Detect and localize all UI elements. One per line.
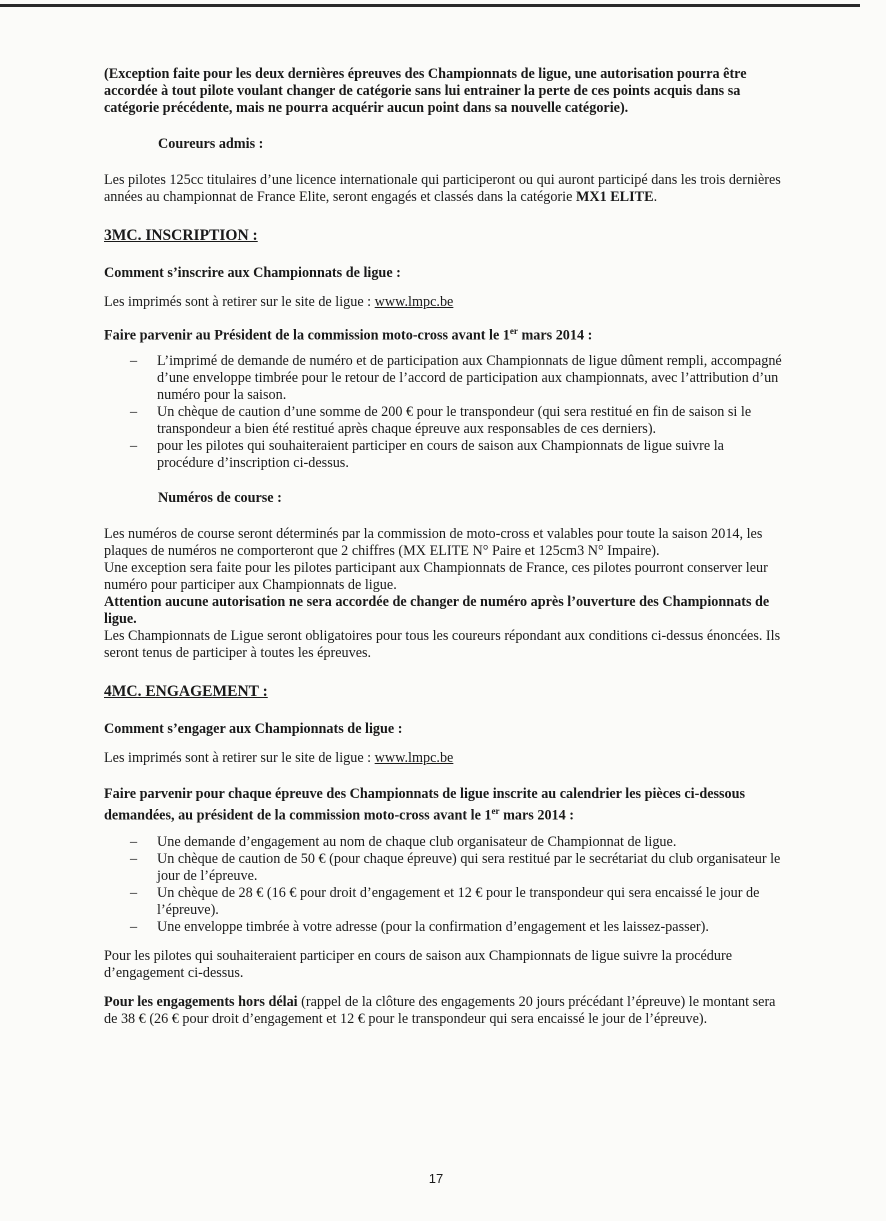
numeros-paragraph-2: Une exception sera faite pour les pilotes participant aux Championnats de France, ces pilotes pourront conserver leur numéro pour participer aux Championnats de ligue.	[104, 559, 768, 593]
inscription-site-line	[104, 294, 784, 311]
coureurs-paragraph: Les pilotes 125cc titulaires d’une licence internationale qui participeront ou qui auront participé dans les trois dernières années au championnat de France Elite, seront engagés et classés dans la catégorie MX1 ELITE.	[104, 172, 781, 205]
engagement-deadline-text: Faire parvenir pour chaque épreuve des Championnats de ligue inscrite au calendrier les pièces ci-dessous demandées, au président de la commission moto-cross avant le 1	[104, 785, 746, 824]
late-bold: Pour les engagements hors délai	[104, 994, 298, 1011]
numeros-warning: Attention aucune autorisation ne sera accordée de changer de numéro après l’ouverture des Championnats de ligue.	[104, 593, 770, 627]
inscription-deadline-text: Faire parvenir au Président de la commission moto-cross avant le 1	[104, 327, 510, 344]
engagement-paragraph: Pour les pilotes qui souhaiteraient participer en cours de saison aux Championnats de ligue suivre la procédure d’engagement ci-dessus.	[104, 948, 733, 982]
list-item: – L’imprimé de demande de numéro et de participation aux Championnats de ligue dûment rempli, accompagné d’une enveloppe timbrée pour le retour de l’accord de participation aux championnats, avec l’attribution d’un numéro pour la saison.	[157, 353, 784, 404]
exception-paragraph: (Exception faite pour les deux dernières épreuves des Championnats de ligue, une autorisation pourra être accordée à tout pilote voulant changer de catégorie sans lui entrainer la perte de ces points acquis dans sa catégorie précédente, mais ne pourra acquérir aucun point dans sa nouvelle catégorie).	[104, 66, 747, 116]
lmpc-link[interactable]: www.lmpc.be	[374, 294, 454, 310]
numeros-paragraph-1: Les numéros de course seront déterminés par la commission de moto-cross et valables pour toute la saison 2014, les plaques de numéros ne comporteront que 2 chiffres (MX ELITE N° Paire et 125cm3 N° Impaire).	[104, 525, 763, 559]
coureurs-heading: Coureurs admis :	[158, 136, 264, 152]
list-item: – Une demande d’engagement au nom de chaque club organisateur de Championnat de ligue.	[157, 834, 784, 851]
engagement-site-line	[104, 750, 784, 767]
page-number: 17	[428, 1171, 444, 1186]
list-item: – Un chèque de 28 € (16 € pour droit d’engagement et 12 € pour le transpondeur qui sera encaissé le jour de l’épreuve).	[157, 885, 784, 919]
inscription-heading: Comment s’inscrire aux Championnats de ligue :	[104, 265, 401, 281]
coureurs-category: MX1 ELITE	[575, 189, 654, 205]
list-item: – Un chèque de caution de 50 € (pour chaque épreuve) qui sera restitué par le secrétariat du club organisateur le jour de l’épreuve.	[157, 851, 784, 885]
numeros-paragraph-4: Les Championnats de Ligue seront obligatoires pour tous les coureurs répondant aux conditions ci-dessus énoncées. Ils seront tenus de participer à toutes les épreuves.	[104, 627, 781, 661]
engagement-list	[104, 834, 784, 936]
coureurs-text: Les pilotes 125cc titulaires d’une licence internationale qui participeront ou qui auront participé dans les trois dernières années au championnat de France Elite, seront engagés et classés dans la catégorie	[104, 172, 781, 205]
list-item: – Un chèque de caution d’une somme de 200 € pour le transpondeur (qui sera restitué en fin de saison si le transpondeur a bien été restitué après chaque épreuve aux responsables de ces derniers).	[157, 404, 784, 438]
inscription-deadline	[104, 323, 784, 345]
inscription-list	[104, 353, 784, 472]
ordinal-sup: er	[509, 326, 518, 336]
late-paragraph	[104, 994, 784, 1028]
inscription-site-text: Les imprimés sont à retirer sur le site de ligue :	[104, 294, 372, 310]
scan-top-border	[0, 4, 860, 7]
numeros-heading: Numéros de course :	[158, 489, 282, 506]
section-heading-engagement: 4MC. ENGAGEMENT :	[104, 682, 268, 700]
lmpc-link[interactable]: www.lmpc.be	[374, 749, 454, 766]
ordinal-sup: er	[491, 805, 500, 816]
document-page	[104, 66, 784, 1028]
list-item: – pour les pilotes qui souhaiteraient participer en cours de saison aux Championnats de ligue suivre la procédure d’inscription ci-dessus.	[157, 438, 784, 472]
engagement-deadline-date: mars 2014 :	[499, 807, 575, 824]
engagement-heading: Comment s’engager aux Championnats de ligue :	[104, 720, 403, 737]
engagement-site-text: Les imprimés sont à retirer sur le site de ligue :	[104, 749, 372, 766]
engagement-deadline	[104, 786, 784, 825]
late-text: (rappel de la clôture des engagements 20 jours précédant l’épreuve) le montant sera de 38 € (26 € pour droit d’engagement et 12 € pour le transpondeur qui sera encaissé le jour de l’épreuve).	[104, 994, 776, 1028]
section-heading-inscription: 3MC. INSCRIPTION :	[104, 227, 258, 244]
inscription-deadline-date: mars 2014 :	[517, 327, 593, 344]
list-item: – Une enveloppe timbrée à votre adresse (pour la confirmation d’engagement et les laissez-passer).	[157, 919, 784, 936]
